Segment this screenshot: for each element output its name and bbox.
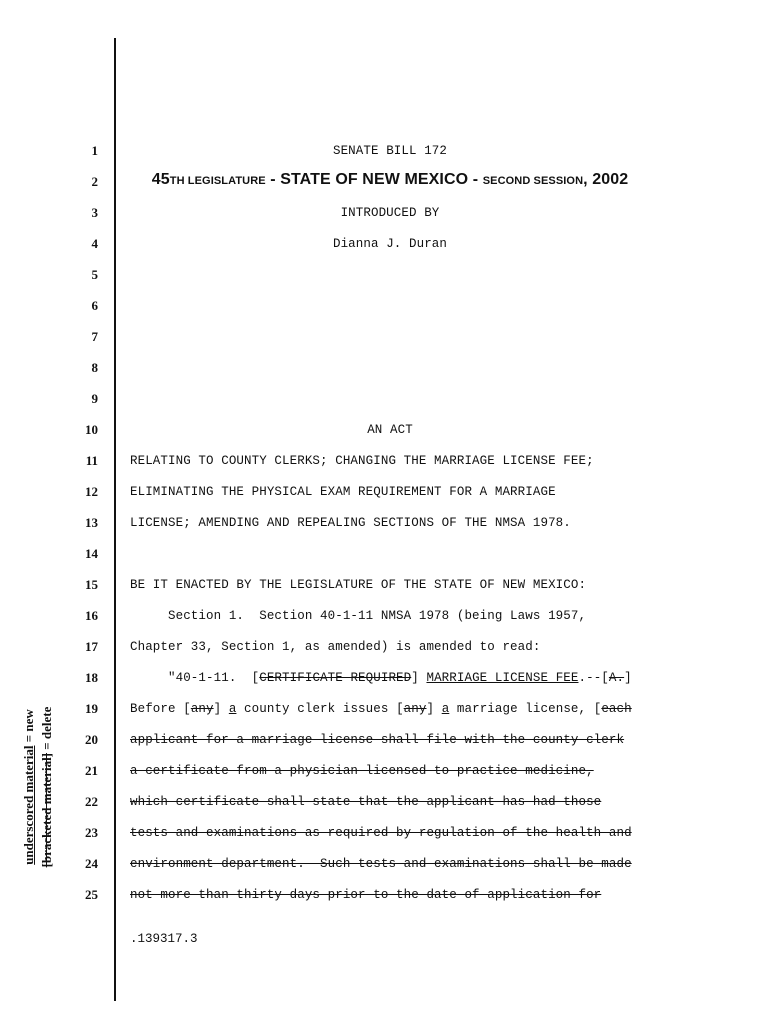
line-number: 17 <box>85 639 98 654</box>
enacting-clause: BE IT ENACTED BY THE LEGISLATURE OF THE STATE OF NEW MEXICO: <box>130 578 587 592</box>
deleted-line-20: applicant for a marriage license shall file with the county clerk <box>130 733 625 747</box>
line-number: 9 <box>91 391 98 406</box>
deleted-text: any <box>403 702 427 716</box>
line-number: 16 <box>85 608 98 623</box>
deleted-line-24: environment department. Such tests and examinations shall be made <box>130 857 632 871</box>
line-number: 8 <box>91 360 98 375</box>
deleted-text: CERTIFICATE REQUIRED <box>259 671 412 685</box>
line-number: 7 <box>91 329 98 344</box>
section-line-16: Section 1. Section 40-1-11 NMSA 1978 (being Laws 1957, <box>130 609 587 623</box>
deleted-line-25: not more than thirty days prior to the date of application for <box>130 888 602 902</box>
line-number: 12 <box>85 484 98 499</box>
sponsor-name: Dianna J. Duran <box>332 237 448 251</box>
deleted-text: each <box>601 702 632 716</box>
text-run: ] <box>411 671 427 685</box>
line-number: 4 <box>91 236 98 251</box>
text-run: county clerk issues [ <box>236 702 404 716</box>
state-label: - STATE OF NEW MEXICO - <box>265 171 483 188</box>
line-number: 10 <box>85 422 98 437</box>
act-line-11: RELATING TO COUNTY CLERKS; CHANGING THE MARRIAGE LICENSE FEE; <box>130 454 594 468</box>
line-number: 19 <box>85 701 98 716</box>
line-number: 1 <box>91 143 98 158</box>
act-line-12: ELIMINATING THE PHYSICAL EXAM REQUIREMENT FOR A MARRIAGE <box>130 485 556 499</box>
line-number: 14 <box>85 546 98 561</box>
line-number: 20 <box>85 732 98 747</box>
text-run: marriage license, [ <box>449 702 602 716</box>
deleted-text: A. <box>608 671 625 685</box>
line-number: 23 <box>85 825 98 840</box>
line-number: 11 <box>85 453 98 468</box>
line-number: 15 <box>85 577 98 592</box>
legend-new <box>20 687 38 887</box>
line-number: 25 <box>85 887 98 902</box>
bill-number: SENATE BILL 172 <box>332 144 448 158</box>
margin-rule <box>114 38 116 1001</box>
section-line-17: Chapter 33, Section 1, as amended) is amended to read: <box>130 640 541 654</box>
line-number: 6 <box>91 298 98 313</box>
legend-new-suffix: = new <box>21 709 36 746</box>
legislature-number: 45 <box>151 171 170 188</box>
text-run: "40-1-11. [ <box>130 671 260 685</box>
new-text: a <box>441 702 450 716</box>
line-number: 2 <box>91 174 98 189</box>
text-run: .--[ <box>578 671 609 685</box>
section-line-19 <box>130 701 632 717</box>
section-line-18 <box>130 670 632 686</box>
legislature-label: TH LEGISLATURE <box>169 175 266 187</box>
legend-new-label: underscored material <box>21 745 36 865</box>
line-number: 21 <box>85 763 98 778</box>
line-number: 3 <box>91 205 98 220</box>
markup-legend <box>20 687 60 887</box>
new-text: a <box>228 702 237 716</box>
text-run: ] <box>213 702 229 716</box>
line-number: 18 <box>85 670 98 685</box>
text-run: ] <box>426 702 442 716</box>
legend-delete-suffix: = delete <box>39 706 54 753</box>
legend-delete-label: [bracketed material] <box>39 752 54 868</box>
deleted-text: any <box>190 702 214 716</box>
deleted-line-23: tests and examinations as required by regulation of the health and <box>130 826 632 840</box>
session-year: , 2002 <box>583 171 629 188</box>
act-title: AN ACT <box>367 423 413 437</box>
session-label: SECOND SESSION <box>482 175 584 187</box>
text-run: ] <box>624 671 632 685</box>
introduced-by: INTRODUCED BY <box>340 206 440 220</box>
line-number: 5 <box>91 267 98 282</box>
text-run: Before [ <box>130 702 191 716</box>
legislature-heading <box>130 172 650 189</box>
line-number: 24 <box>85 856 98 871</box>
line-number: 13 <box>85 515 98 530</box>
deleted-line-22: which certificate shall state that the applicant has had those <box>130 795 602 809</box>
document-id-footer: .139317.3 <box>130 932 198 946</box>
new-text: MARRIAGE LICENSE FEE <box>426 671 579 685</box>
act-line-13: LICENSE; AMENDING AND REPEALING SECTIONS OF THE NMSA 1978. <box>130 516 571 530</box>
deleted-line-21: a certificate from a physician licensed to practice medicine, <box>130 764 594 778</box>
legend-delete <box>38 687 56 887</box>
line-number: 22 <box>85 794 98 809</box>
